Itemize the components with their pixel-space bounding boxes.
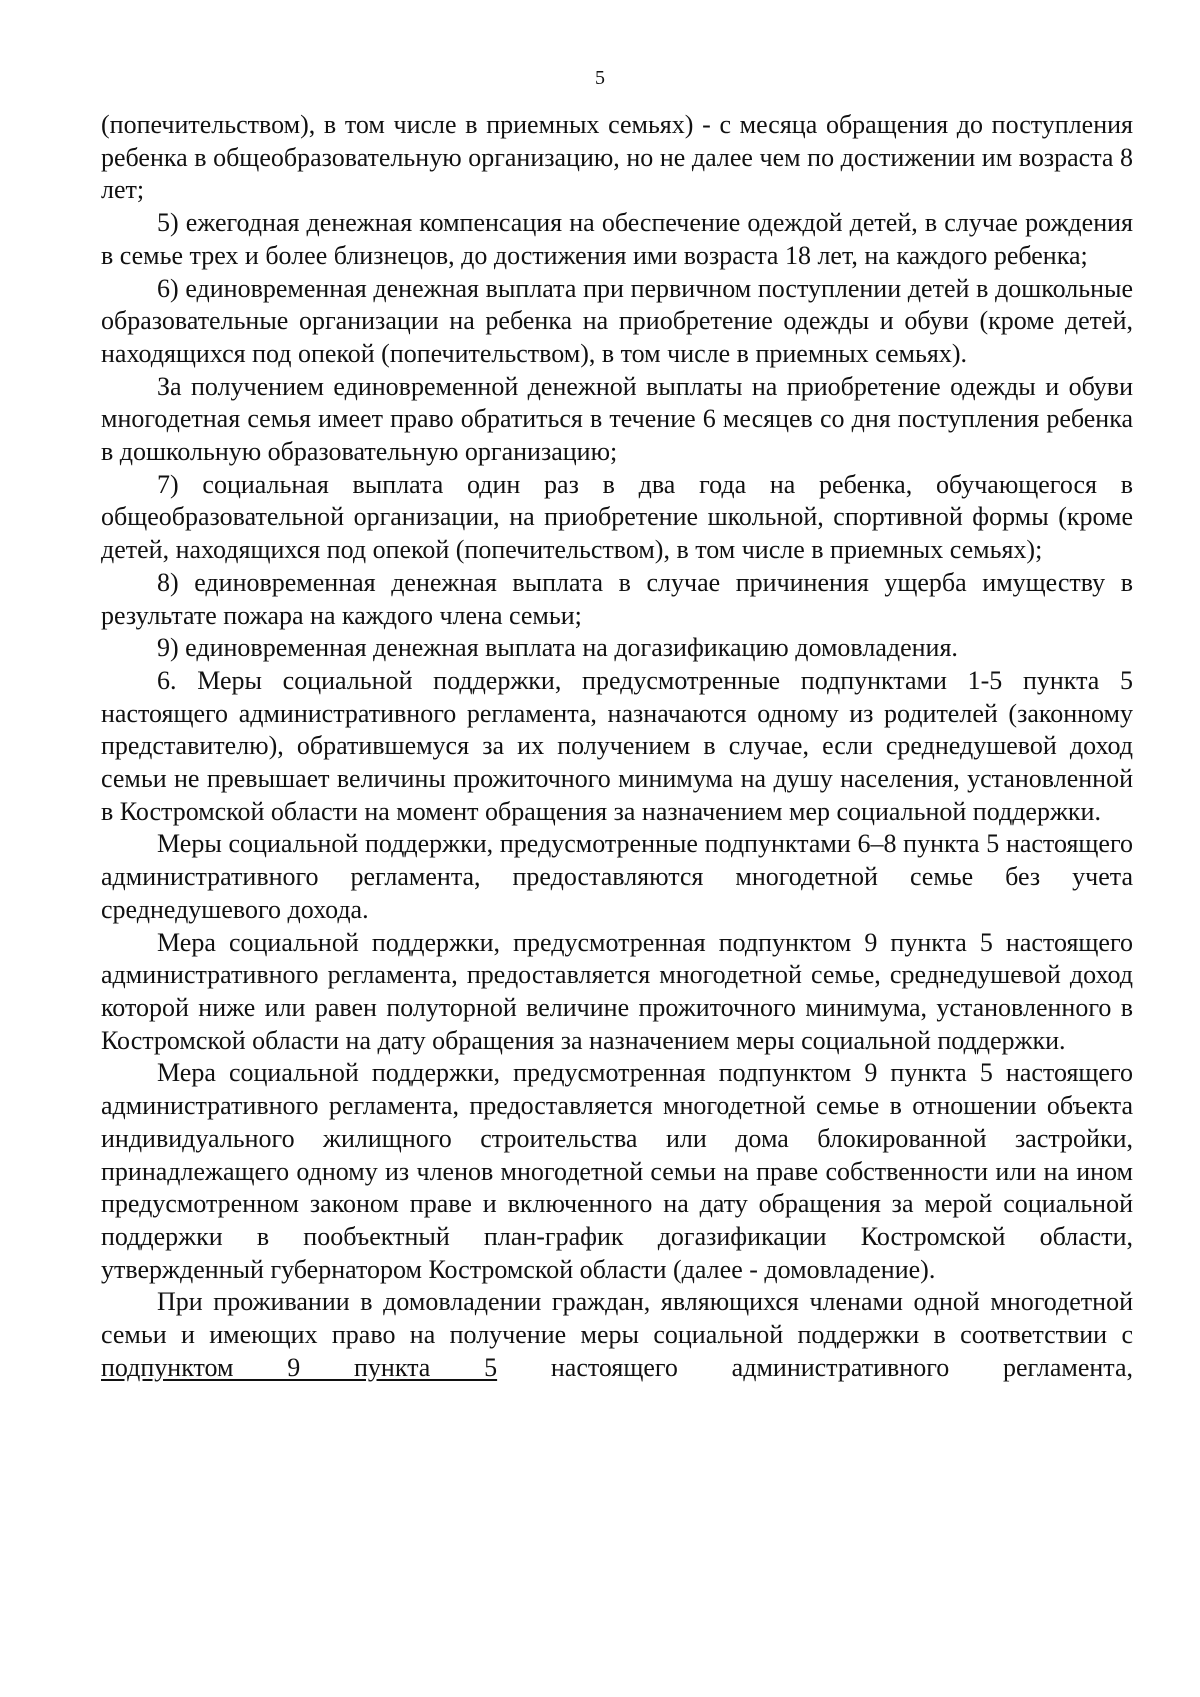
paragraph-measures-6-8: Меры социальной поддержки, предусмотренные подпунктами 6–8 пункта 5 настоящего административного регламента, предоставляются многодетной семье без учета среднедушевого дохода. — [101, 829, 1133, 924]
paragraph-measure-9-object: Мера социальной поддержки, предусмотренная подпунктом 9 пункта 5 настоящего административного регламента, предоставляется многодетной семье в отношении объекта индивидуального жилищного строительства или дома блокированной застройки, принадлежащего одному из членов многодетной семьи на праве собственности или на ином предусмотренном законом праве и включенного на дату обращения за мерой социальной поддержки в пообъектный план-график догазификации Костромской области, утвержденный губернатором Костромской области (далее - домовладение). — [101, 1058, 1133, 1284]
paragraph-section-6: 6. Меры социальной поддержки, предусмотренные подпунктами 1-5 пункта 5 настоящего административного регламента, назначаются одному из родителей (законному представителю), обратившемуся за их получением в случае, если среднедушевой доход семьи не превышает величины прожиточного минимума на душу населения, установленной в Костромской области на момент обращения за назначением мер социальной поддержки. — [101, 665, 1133, 826]
paragraph-item-7: 7) социальная выплата один раз в два года на ребенка, обучающегося в общеобразовательной организации, на приобретение школьной, спортивной формы (кроме детей, находящихся под опекой (попечительством), в том числе в приемных семьях); — [101, 469, 1133, 565]
paragraph-residence-text-end: настоящего административного регламента, — [497, 1352, 1133, 1382]
page-number: 5 — [595, 67, 605, 89]
paragraph-item-9: 9) единовременная денежная выплата на догазификацию домовладения. — [157, 633, 958, 663]
paragraph-residence-text-start: При проживании в домовладении граждан, являющихся членами одной многодетной семьи и имеющих право на получение меры социальной поддержки в соответствии с — [101, 1287, 1133, 1350]
document-body — [101, 109, 1133, 1384]
paragraph-measure-9-income: Мера социальной поддержки, предусмотренная подпунктом 9 пункта 5 настоящего административного регламента, предоставляется многодетной семье, среднедушевой доход которой ниже или равен полуторной величине прожиточного минимума, установленного в Костромской области на дату обращения за назначением меры социальной поддержки. — [101, 927, 1133, 1055]
paragraph-residence — [101, 1286, 1133, 1384]
paragraph-item-5: 5) ежегодная денежная компенсация на обеспечение одеждой детей, в случае рождения в семье трех и более близнецов, до достижения ими возраста 18 лет, на каждого ребенка; — [101, 208, 1133, 270]
subparagraph-9-link[interactable]: подпунктом 9 пункта 5 — [101, 1352, 498, 1382]
paragraph-item-6: 6) единовременная денежная выплата при первичном поступлении детей в дошкольные образовательные организации на ребенка на приобретение одежды и обуви (кроме детей, находящихся под опекой (попечительством), в том числе в приемных семьях). — [101, 273, 1133, 368]
paragraph-item-8: 8) единовременная денежная выплата в случае причинения ущерба имуществу в результате пожара на каждого члена семьи; — [101, 567, 1133, 630]
paragraph-lump-sum-clothing: За получением единовременной денежной выплаты на приобретение одежды и обуви многодетная семья имеет право обратиться в течение 6 месяцев со дня поступления ребенка в дошкольную образовательную организацию; — [101, 371, 1133, 467]
paragraph-continuation: (попечительством), в том числе в приемных семьях) - с месяца обращения до поступления ребенка в общеобразовательную организацию, но не далее чем по достижении им возраста 8 лет; — [101, 110, 1133, 205]
